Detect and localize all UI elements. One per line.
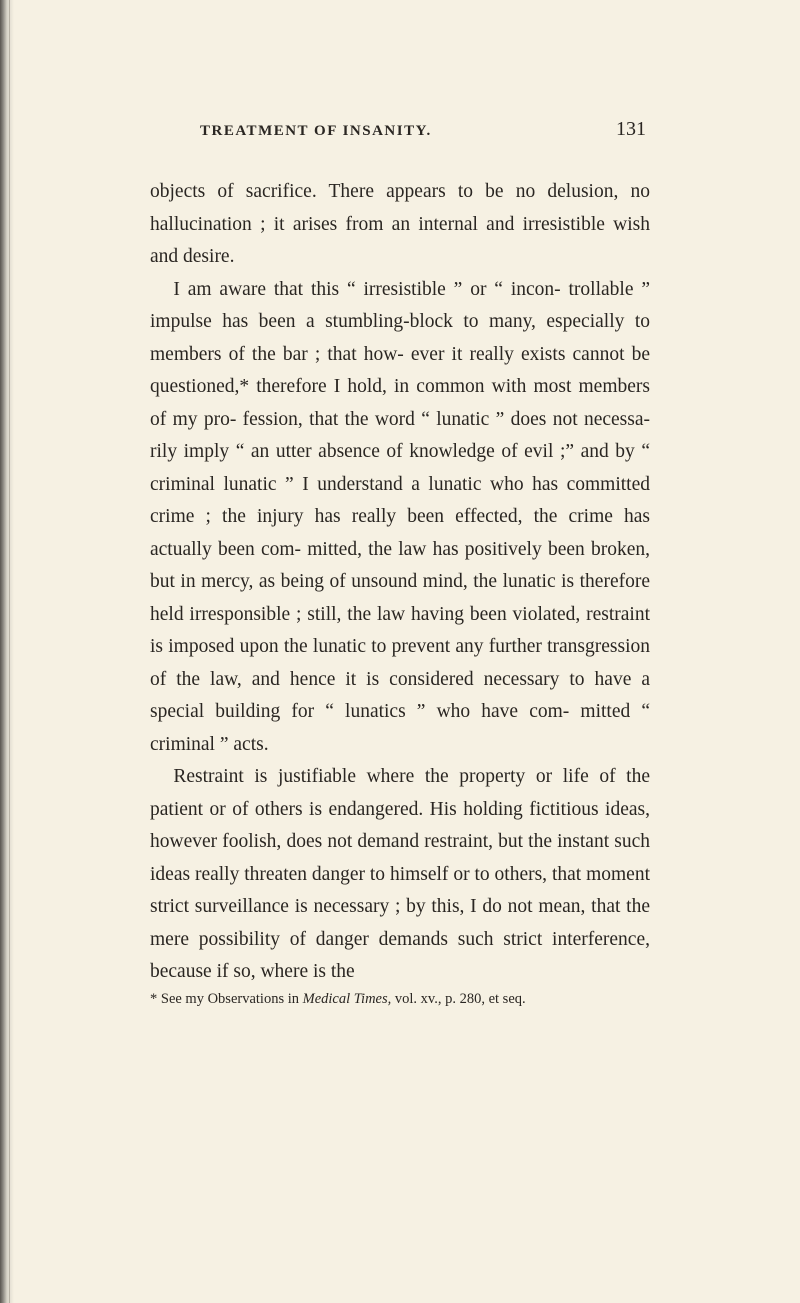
page-number: 131 xyxy=(616,118,646,140)
footnote-journal: Medical Times, xyxy=(302,990,392,1007)
running-head: TREATMENT OF INSANITY. xyxy=(200,123,432,139)
body-text xyxy=(150,176,650,989)
book-spine-edge xyxy=(9,0,10,1303)
book-spine-shadow xyxy=(0,0,14,1303)
footnote-suffix: vol. xv., p. 280, et seq. xyxy=(394,990,526,1007)
footnote xyxy=(150,991,650,1008)
page-header xyxy=(150,118,650,158)
paragraph-1: objects of sacrifice. There appears to be no delusion, no hallucination ; it arises from an internal and irresistible wish and desire. xyxy=(150,181,650,267)
footnote-prefix: * See my Observations in xyxy=(150,990,300,1007)
paragraph-2: I am aware that this “ irresistible ” or “ incon- trollable ” impulse has been a stumbling-block to many, especially to members of the bar ; that how- ever it really exists cannot be questioned,* therefore I hold, in common with most members of my pro- fession, that the word “ lunatic ” does not necessa- rily imply “ an utter absence of knowledge of evil ;” and by “ criminal lunatic ” I understand a lunatic who has committed crime ; the injury has really been effected, the crime has actually been com- mitted, the law has positively been broken, but in mercy, as being of unsound mind, the lunatic is therefore held irresponsible ; still, the law having been violated, restraint is imposed upon the lunatic to prevent any further transgression of the law, and hence it is considered necessary to have a special building for “ lunatics ” who have com- mitted “ criminal ” acts. xyxy=(150,278,650,755)
book-page xyxy=(150,118,650,1008)
paragraph-3: Restraint is justifiable where the property or life of the patient or of others is endangered. His holding fictitious ideas, however foolish, does not demand restraint, but the instant such ideas really threaten danger to himself or to others, that moment strict surveillance is necessary ; by this, I do not mean, that the mere possibility of danger demands such strict interference, because if so, where is the xyxy=(150,766,650,982)
